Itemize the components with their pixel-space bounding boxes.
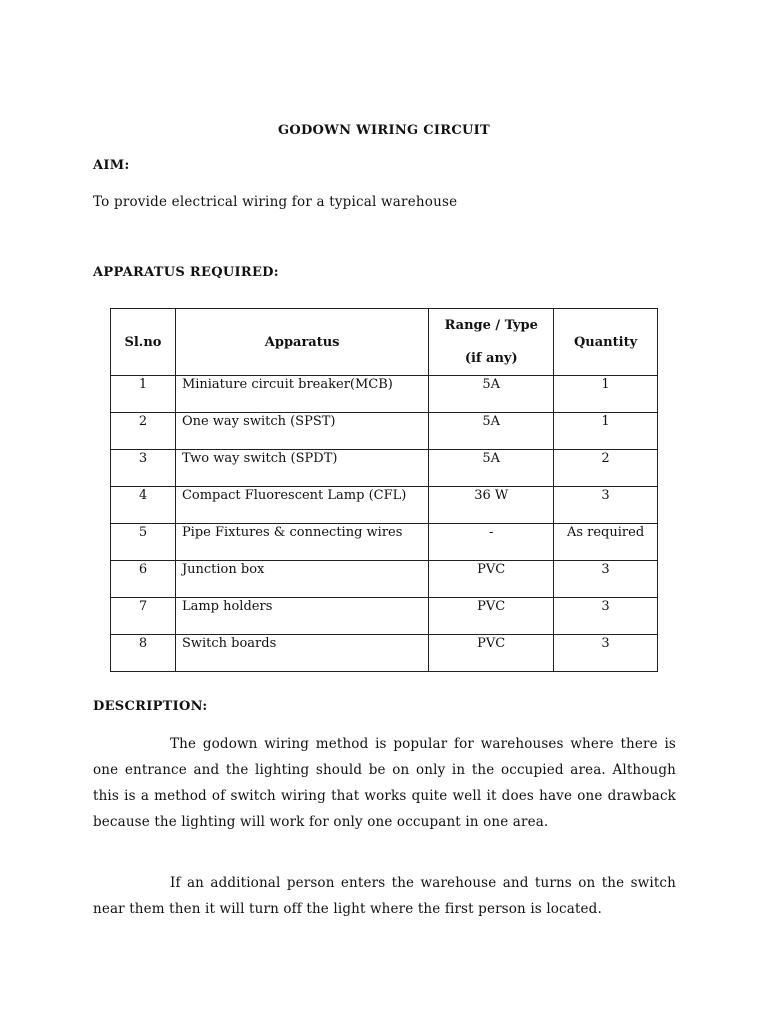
table-row xyxy=(111,524,658,561)
document-title: GODOWN WIRING CIRCUIT xyxy=(277,123,491,138)
cell-range: PVC xyxy=(429,561,554,598)
cell-quantity: 3 xyxy=(554,487,658,524)
table-row xyxy=(111,450,658,487)
cell-quantity: 1 xyxy=(554,376,658,413)
column-header-range-line2: (if any) xyxy=(464,351,518,366)
cell-slno: 7 xyxy=(111,598,176,635)
description-paragraph: The godown wiring method is popular for warehouses where there is one entrance and the lighting should be on only in the occupied area. Although this is a method of switch wiring that works quite well it does have one drawback because the lighting will work for only one occupant in one area. xyxy=(93,736,676,830)
table-row xyxy=(111,598,658,635)
table-header-row xyxy=(111,309,658,376)
cell-slno: 1 xyxy=(111,376,176,413)
cell-range: - xyxy=(429,524,554,561)
table-row xyxy=(111,487,658,524)
cell-slno: 4 xyxy=(111,487,176,524)
table-row xyxy=(111,561,658,598)
cell-range: 36 W xyxy=(429,487,554,524)
column-header-range xyxy=(429,309,554,376)
cell-slno: 2 xyxy=(111,413,176,450)
cell-range: PVC xyxy=(429,635,554,672)
cell-range: 5A xyxy=(429,450,554,487)
aim-heading: AIM: xyxy=(93,158,130,173)
cell-range: 5A xyxy=(429,376,554,413)
column-header-quantity: Quantity xyxy=(554,309,658,376)
apparatus-table xyxy=(110,308,658,672)
cell-apparatus: Lamp holders xyxy=(175,598,428,635)
column-header-apparatus: Apparatus xyxy=(175,309,428,376)
cell-apparatus: Pipe Fixtures & connecting wires xyxy=(175,524,428,561)
cell-quantity: As required xyxy=(554,524,658,561)
cell-range: 5A xyxy=(429,413,554,450)
cell-slno: 3 xyxy=(111,450,176,487)
table-row xyxy=(111,635,658,672)
cell-apparatus: Two way switch (SPDT) xyxy=(175,450,428,487)
cell-range: PVC xyxy=(429,598,554,635)
description-paragraph: If an additional person enters the warehouse and turns on the switch near them then it will turn off the light where the first person is located. xyxy=(93,875,676,917)
cell-apparatus: One way switch (SPST) xyxy=(175,413,428,450)
apparatus-heading: APPARATUS REQUIRED: xyxy=(93,265,279,280)
cell-quantity: 1 xyxy=(554,413,658,450)
description-heading: DESCRIPTION: xyxy=(93,699,208,714)
cell-slno: 6 xyxy=(111,561,176,598)
cell-quantity: 3 xyxy=(554,561,658,598)
table-row xyxy=(111,376,658,413)
column-header-range-line1: Range / Type xyxy=(444,318,538,333)
cell-quantity: 2 xyxy=(554,450,658,487)
cell-apparatus: Miniature circuit breaker(MCB) xyxy=(175,376,428,413)
column-header-slno: Sl.no xyxy=(111,309,176,376)
cell-slno: 5 xyxy=(111,524,176,561)
cell-quantity: 3 xyxy=(554,598,658,635)
cell-apparatus: Junction box xyxy=(175,561,428,598)
aim-text: To provide electrical wiring for a typical warehouse xyxy=(93,194,458,210)
cell-apparatus: Switch boards xyxy=(175,635,428,672)
cell-slno: 8 xyxy=(111,635,176,672)
table-row xyxy=(111,413,658,450)
cell-apparatus: Compact Fluorescent Lamp (CFL) xyxy=(175,487,428,524)
cell-quantity: 3 xyxy=(554,635,658,672)
